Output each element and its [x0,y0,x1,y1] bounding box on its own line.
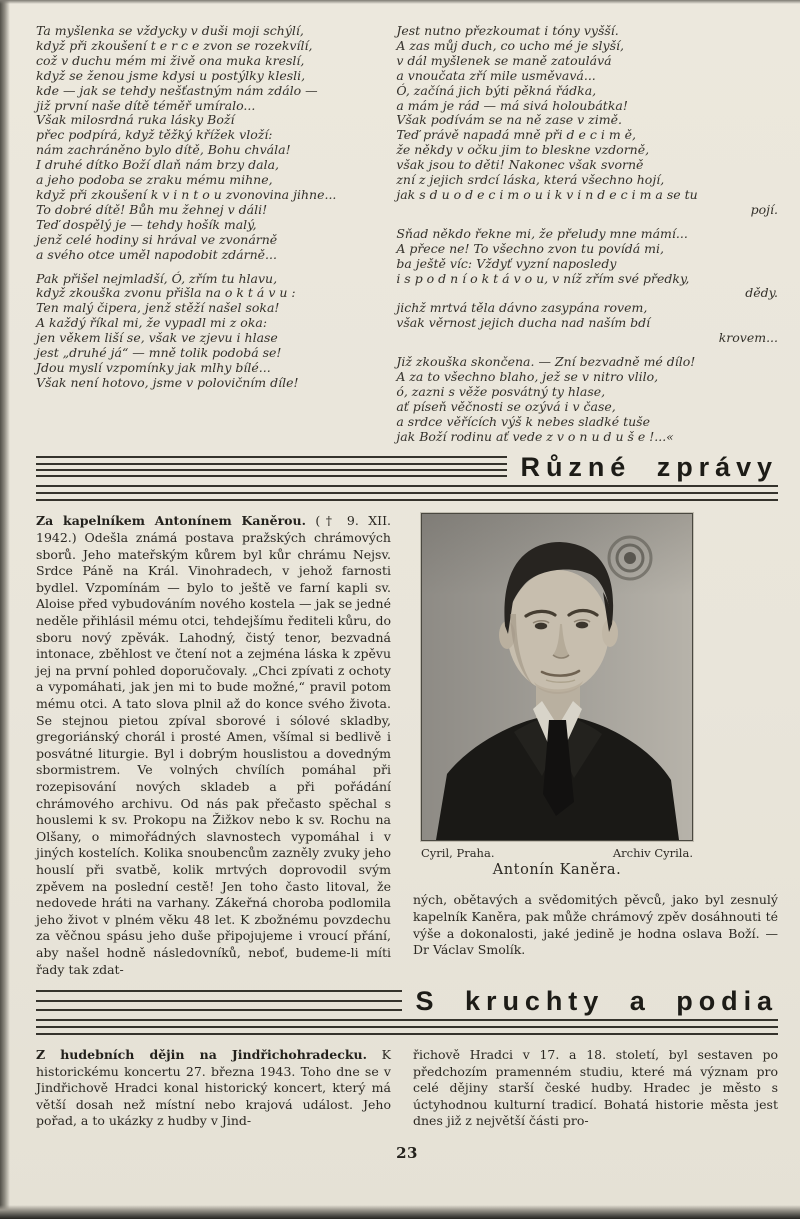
bottom-column-left [36,1047,391,1130]
portrait-photo [421,513,693,841]
article-column-left [36,513,391,978]
article-lead: Za kapelníkem Antonínem Kaněrou. [36,513,306,529]
poem-line: když zkouška zvonu přišla na o k t á v u : [36,285,296,301]
scan-edge-bottom [0,1205,800,1219]
poem-column-right [388,24,778,444]
poem-column-left [36,24,388,444]
poem-line: jenž celé hodiny si hrával ve zvonárně [36,231,278,247]
poem-line: A každý říkal mi, že vypadl mi z oka: [36,315,268,331]
poem-line: Však milosrdná ruka lásky Boží [36,112,235,128]
scan-edge-top [0,0,800,4]
poem-line: však jsou to děti! Nakonec však svorně [396,157,644,173]
poem-line: nám zachráněno bylo dítě, Bohu chvála! [36,142,291,158]
section-title-s-kruchty: S kruchty a podia [415,986,778,1017]
poem-line: A za to všechno blaho, jež se v nitro vlilo, [396,368,659,384]
poem-line: což v duchu mém mi živě ona muka kreslí, [36,52,305,68]
poem-line: když při zkoušení k v i n t o u zvonovina jihne... [36,186,337,202]
poem-line: pojí. [750,201,778,217]
scan-edge-left [0,0,10,1219]
photo-caption-right: Archiv Cyrila. [612,846,693,861]
page-content [36,24,778,1162]
photo-caption-left: Cyril, Praha. [421,846,495,861]
poem-line: i s p o d n í o k t á v o u, v níž zřím své předky, [396,270,690,286]
poem-line: Teď právě napadá mně při d e c i m ě, [396,127,637,143]
bottom-lead: Z hudebních dějin na Jindřichohradecku. [36,1047,367,1063]
poem-line: když při zkoušení t e r c e zvon se rozekvílí, [36,37,313,53]
page-number: 23 [396,1144,418,1163]
poem-line: Teď dospělý je — tehdy hošík malý, [36,216,257,232]
poem-line: že někdy v očku jim to bleskne vzdorně, [396,142,650,158]
poem-line: ó, zazni s věže posvátný ty hlase, [396,383,606,399]
poem-line: a jeho podoba se zraku mému mihne, [36,172,273,188]
poem-line: přec podpírá, když těžký křížek vloží: [36,127,273,143]
photo-caption-row [421,846,693,860]
poem-line: Ta myšlenka se vždycky v duši moji schýlí, [36,23,304,38]
poem-line: ba ještě víc: Vždyť vyzní naposledy [396,255,617,271]
poem-line: Však podívám se na ně zase v zimě. [396,112,622,128]
poem-line: Ten malý čipera, jenž stěží našel soka! [36,300,280,316]
poem-line: Však není hotovo, jsme v polovičním díle! [36,374,299,390]
poem-line: když se ženou jsme kdysi u postýlky klesli, [36,67,306,83]
poem-line: jichž mrtvá těla dávno zasypána rovem, [396,300,648,316]
bottom-column-right [391,1047,778,1130]
section-header-ruzne-zpravy [36,452,778,501]
header-rules-left [36,452,507,482]
poem-line: dědy. [745,285,778,301]
header-rules-full [36,485,778,501]
poem-line: Sňad někdo řekne mi, že přeludy mne mámí... [396,225,688,241]
poem-line: krovem... [718,330,778,346]
poem-line: jen věkem liší se, však ve zjevu i hlase [36,330,278,346]
poem-line: ať píseň věčnosti se ozývá i v čase, [396,398,616,414]
poem-section [36,24,778,444]
poem-line: v dál myšlenek se maně zatoulává [396,52,612,68]
poem-line: jak Boží rodinu ať vede z v o n u d u š e !...« [396,428,674,444]
poem-line: a mám je rád — má sivá holoubátka! [396,97,628,113]
bottom-paragraph-right: řichově Hradci v 17. a 18. století, byl sestaven po předchozím pramenném studiu, které má význam pro celé dějiny starší české hudby. Hradec je město s úctyhodnou kulturní tradicí. Bohatá historie města jest dnes již z největší části pro- [413,1047,778,1129]
bottom-section [36,1047,778,1130]
bottom-left-text: K historickému koncertu 27. března 1943. Toho dne se v Jindřichově Hradci konal historický koncert, který má větší dosah než místní nebo krajová událost. Jeho pořad, a to ukázky z hudby v Jind- [36,1047,391,1129]
poem-line: A zas můj duch, co ucho mé je slyší, [396,37,624,53]
poem-line: a vnoučata zří mile usměvavá... [396,67,596,83]
poem-line: a svého otce uměl napodobit zdárně... [36,246,277,262]
header-rules-full [36,1019,778,1035]
poem-line: Jdou myslí vzpomínky jak mlhy bílé... [36,359,271,375]
poem-line: zní z jejich srdcí láska, která všechno hojí, [396,172,665,188]
photo-caption-name: Antonín Kaněra. [492,862,622,879]
poem-line: I druhé dítko Boží dlaň nám brzy dala, [36,157,280,173]
article-column-right [391,513,778,978]
header-rules-left [36,986,402,1016]
section-title-ruzne-zpravy: Různé zprávy [520,452,778,483]
poem-line: To dobré dítě! Bůh mu žehnej v dáli! [36,201,268,217]
article-section [36,513,778,978]
section-header-s-kruchty [36,986,778,1035]
poem-line: již první naše dítě téměř umíralo... [36,97,256,113]
poem-line: Pak přišel nejmladší, Ó, zřím tu hlavu, [36,270,278,286]
poem-line: jest „druhé já“ — mně tolik podobá se! [36,345,282,361]
poem-line: Ó, začíná jich býti pěkná řádka, [396,82,597,98]
article-paragraph [36,513,391,978]
poem-line: Již zkouška skončena. — Zní bezvadně mé dílo! [396,354,696,370]
poem-line: jak s d u o d e c i m o u i k v i n d e c i m a se tu [396,186,698,202]
article-continuation: ných, obětavých a svědomitých pěvců, jako byl zesnulý kapelník Kaněra, pak může chrámový zpěv dosáhnouti té výše a dokonalosti, jaké jedině je hodna oslava Boží. — Dr Václav Smolík. [413,892,778,958]
poem-line: a srdce věřících výš k nebes sladké tuše [396,413,650,429]
poem-line: však věrnost jejich ducha nad naším bdí [396,315,651,331]
poem-line: Jest nutno přezkoumat i tóny vyšší. [396,23,619,38]
poem-line: A přece ne! To všechno zvon tu povídá mi, [396,240,664,256]
article-body-text: († 9. XII. 1942.) Odešla známá postava pražských chrámových sborů. Jeho mateřským kůrem byl kůr chrámu Nejsv. Srdce Páně na Král. Vinohradech, v jehož farnosti bydlel. Vzpomínám — bylo to ještě ve farní kapli sv. Aloise před vybudováním nového kostela — jak se jedné neděle přihlásil mému otci, tehdejšímu řediteli kůru, do sboru nový zpěvák. Lahodný, čistý tenor, bezvadná intonace, zběhlost ve čtení not a zejména láska k zpěvu jej na první pohled doporučovaly. „Chci zpívati z ochoty a vypomáhati, jak jen mi to bude možné,“ pravil potom mému otci. A tato slova plnil až do konce svého života. Se stejnou pietou zpíval sborové i sólové skladby, gregoriánský chorál i prosté Amen, všímal si bedlivě i posvátné liturgie. Byl i dobrým houslistou a dovedným sbormistrem. Ve volných chvílích pomáhal při rozepisování nových skladeb a při pořádání chrámového archivu. Od nás pak přečasto spěchal s houslemi k sv. Prokopu na Žižkov nebo k sv. Rochu na Olšany, o mimořádných slavnostech vypomáhal i v jiných kostelích. Kolika snoubencům zazněly zvuky jeho houslí při svatbě, kolik mrtvých doprovodil svým zpěvem na poslední cestě! Jen toho často litoval, že nedovede hráti na varhany. Zákeřná choroba podlomila jeho život v plném věku 48 let. K zbožnému povzdechu za věčnou spásu jeho duše připojujeme i vroucí přání, aby našel hodně následovníků, neboť, budeme-li míti řady tak zdat- [36,513,391,977]
bottom-paragraph-left [36,1047,391,1130]
poem-line: kde — jak se tehdy nešťastným nám zdálo — [36,82,318,98]
